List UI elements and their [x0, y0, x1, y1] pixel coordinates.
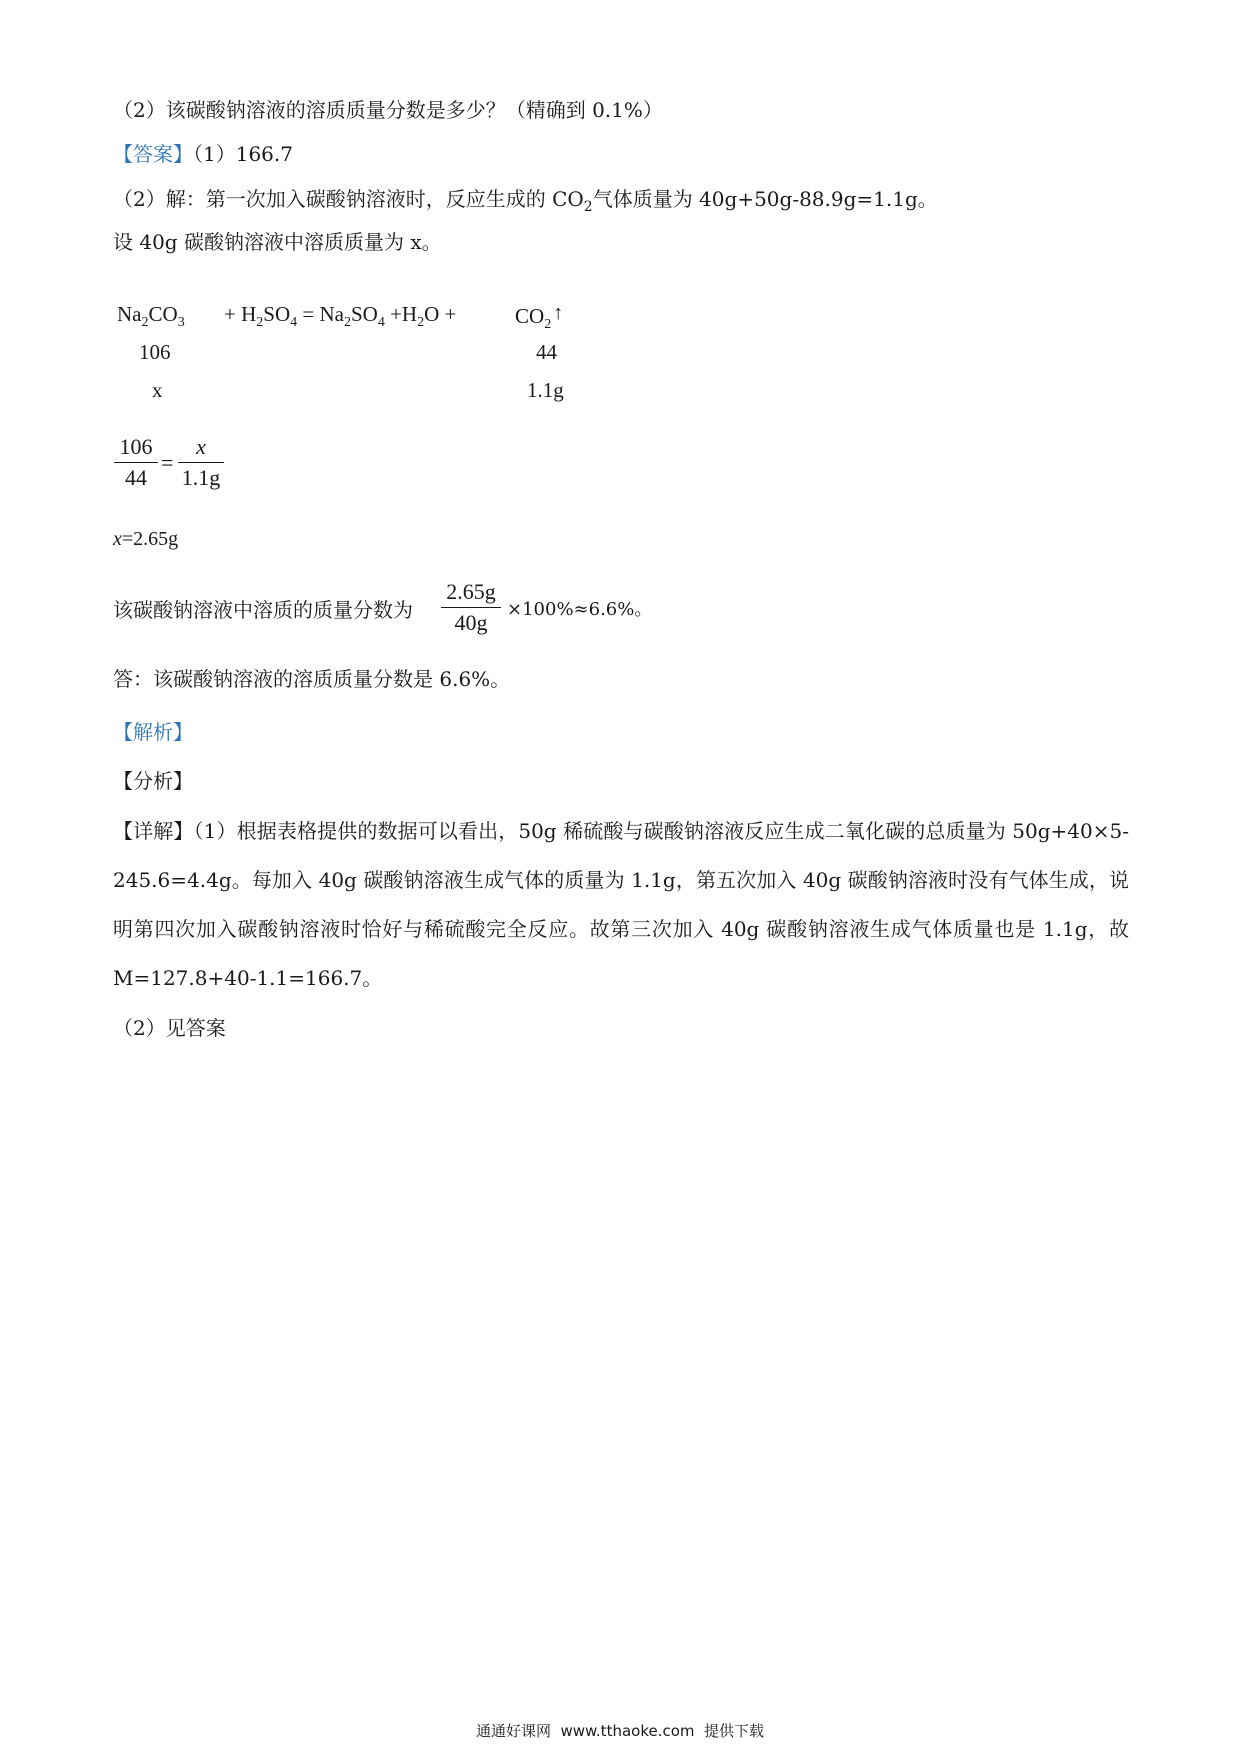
equation-row2-left: 106: [139, 340, 171, 364]
page-footer: 通通好课网 www.tthaoke.com 提供下载: [475, 1722, 765, 1740]
mass-fraction: [441, 579, 501, 636]
equation-row3-left: x: [152, 378, 163, 402]
answer-part1: （1）166.7: [193, 142, 293, 166]
fraction-bar: [441, 607, 501, 608]
proportion-left-fraction: [114, 434, 158, 491]
equation-na2co3: $Na_2CO_3$: [117, 302, 185, 330]
proportion-equals: =: [161, 450, 174, 475]
mass-fraction-numerator: 2.65g: [446, 579, 496, 604]
co2-subscript: 2: [583, 199, 593, 215]
equation-row2-right: 44: [536, 340, 557, 364]
equation-co2: $CO_2↑$: [515, 302, 564, 332]
fraction-line-post: ×100%≈6.6%。: [507, 599, 653, 620]
x-result: x=2.65g: [113, 528, 179, 550]
mass-fraction-denominator: 40g: [454, 610, 488, 635]
answer-part2-pre: （2）解：第一次加入碳酸钠溶液时，反应生成的 CO: [113, 187, 584, 211]
proportion-right-denominator: 1.1g: [181, 465, 221, 490]
question-text: （2）该碳酸钠溶液的溶质质量分数是多少？（精确到 0.1%）: [113, 98, 663, 122]
detail-paragraph: [113, 807, 1129, 1003]
proportion-left-denominator: 44: [125, 465, 147, 490]
answer-part2-line: [113, 185, 938, 221]
gas-arrow-icon: ↑: [553, 302, 564, 324]
answer-part2-post: 气体质量为 40g+50g-88.9g=1.1g。: [592, 187, 938, 211]
detail-tag: 【详解】: [113, 819, 194, 843]
answer-line: [113, 140, 293, 168]
detail-text: （1）根据表格提供的数据可以看出，50g 稀硫酸与碳酸钠溶液反应生成二氧化碳的总质量为 50g+40×5-245.6=4.4g。每加入 40g 碳酸钠溶液生成气体的质量为 1.1g，第五次加入 40g 碳酸钠溶液时没有气体生成，说明第四次加入碳酸钠溶液时恰好与稀硫酸完全反应。故第三次加入 40g 碳酸钠溶液生成气体质量也是 1.1g，故 M=127.8+40-1.1=166.7。: [113, 819, 1130, 990]
proportion-right-fraction: [178, 434, 224, 491]
assumption-line: 设 40g 碳酸钠溶液中溶质质量为 x。: [113, 230, 442, 254]
fenxi-tag: 【分析】: [113, 769, 193, 793]
conclusion-line: 答：该碳酸钠溶液的溶质质量分数是 6.6%。: [113, 667, 511, 691]
proportion-left-numerator: 106: [119, 434, 153, 459]
equation-row3-right: 1.1g: [527, 378, 564, 402]
analysis-tag: 【解析】: [113, 720, 193, 744]
answer-tag: 【答案】: [113, 142, 193, 166]
proportion-right-numerator: x: [196, 434, 206, 459]
part2-reference: （2）见答案: [113, 1016, 226, 1040]
fraction-bar: [114, 462, 158, 463]
fraction-bar: [178, 462, 224, 463]
fraction-line-pre: 该碳酸钠溶液中溶质的质量分数为: [113, 598, 413, 622]
equation-middle: + $H_2SO_4 = Na_2SO_4 +H_2O$ +: [224, 302, 457, 330]
